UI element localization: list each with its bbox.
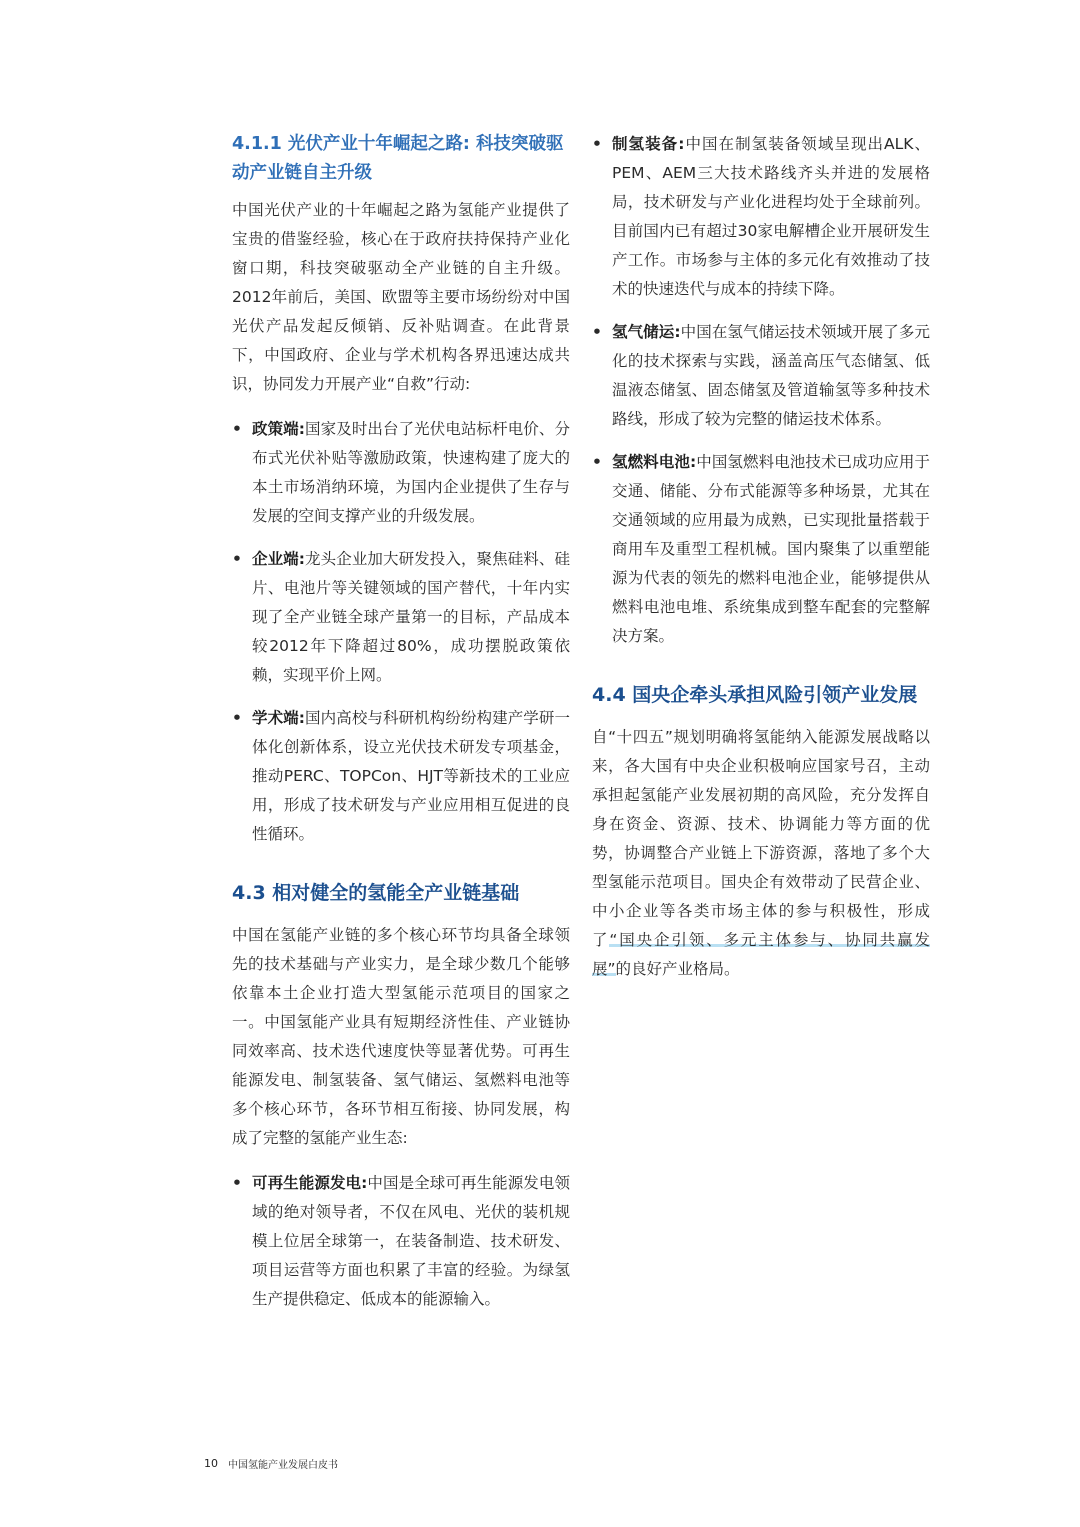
bullet-icon: •	[592, 453, 602, 471]
bullet-text: 中国氢燃料电池技术已成功应用于交通、储能、分布式能源等多种场景，尤其在交通领域的应用最为成熟，已实现批量搭载于商用车及重型工程机械。国内聚集了以重塑能源为代表的领先的燃料电池企业，能够提供从燃料电池电堆、系统集成到整车配套的完整解决方案。	[612, 453, 930, 645]
chain-bullet-list-left	[232, 1169, 570, 1314]
list-item	[592, 448, 930, 651]
bullet-term: 制氢装备:	[612, 135, 685, 153]
bullet-icon: •	[232, 709, 242, 727]
list-item	[232, 415, 570, 531]
section-heading-4-4: 4.4 国央企牵头承担风险引领产业发展	[592, 684, 918, 706]
list-item	[592, 130, 930, 304]
subsection-heading-4-1-1: 4.1.1 光伏产业十年崛起之路: 科技突破驱动产业链自主升级	[232, 134, 564, 183]
pv-bullet-list	[232, 415, 570, 849]
section-heading-4-3: 4.3 相对健全的氢能全产业链基础	[232, 882, 520, 904]
photovoltaic-intro-paragraph: 中国光伏产业的十年崛起之路为氢能产业提供了宝贵的借鉴经验，核心在于政府扶持保持产业化窗口期，科技突破驱动全产业链的自主升级。2012年前后，美国、欧盟等主要市场纷纷对中国光伏产品发起反倾销、反补贴调查。在此背景下，中国政府、企业与学术机构各界迅速达成共识，协同发力开展产业“自救”行动:	[232, 201, 570, 393]
page-footer	[204, 1456, 338, 1471]
list-item	[232, 1169, 570, 1314]
right-column	[592, 130, 930, 984]
bullet-term: 学术端:	[252, 709, 305, 727]
bullet-text: 中国在制氢装备领域呈现出ALK、PEM、AEM三大技术路线齐头并进的发展格局，技术研发与产业化进程均处于全球前列。目前国内已有超过30家电解槽企业开展研发生产工作。市场参与主体的多元化有效推动了技术的快速迭代与成本的持续下降。	[612, 135, 931, 298]
soe-text-before: 自“十四五”规划明确将氢能纳入能源发展战略以来，各大国有中央企业积极响应国家号召，主动承担起氢能产业发展初期的高风险，充分发挥自身在资金、资源、技术、协调能力等方面的优势，协调整合产业链上下游资源，落地了多个大型氢能示范项目。国央企有效带动了民营企业、中小企业等各类市场主体的参与积极性，形成了	[592, 728, 930, 949]
bullet-text: 国内高校与科研机构纷纷构建产学研一体化创新体系，设立光伏技术研发专项基金，推动PERC、TOPCon、HJT等新技术的工业应用，形成了技术研发与产业应用相互促进的良性循环。	[252, 709, 570, 843]
bullet-icon: •	[232, 1174, 242, 1192]
list-item	[232, 704, 570, 849]
list-item	[592, 318, 930, 434]
bullet-icon: •	[232, 420, 242, 438]
highlighted-phrase: “国央企引领、多元主体参与、协同共赢发展”	[592, 931, 930, 978]
bullet-term: 可再生能源发电:	[252, 1174, 368, 1192]
bullet-term: 政策端:	[252, 420, 305, 438]
document-title: 中国氢能产业发展白皮书	[228, 1460, 338, 1471]
page-number: 10	[204, 1457, 218, 1470]
bullet-term: 氢燃料电池:	[612, 453, 697, 471]
bullet-icon: •	[232, 550, 242, 568]
bullet-term: 企业端:	[252, 550, 305, 568]
bullet-text: 中国是全球可再生能源发电领域的绝对领导者，不仅在风电、光伏的装机规模上位居全球第一，在装备制造、技术研发、项目运营等方面也积累了丰富的经验。为绿氢生产提供稳定、低成本的能源输入。	[252, 1174, 570, 1308]
left-column	[232, 130, 570, 1314]
soe-text-after: 的良好产业格局。	[615, 960, 740, 978]
bullet-icon: •	[592, 323, 602, 341]
list-item	[232, 545, 570, 690]
bullet-text: 龙头企业加大研发投入，聚焦硅料、硅片、电池片等关键领域的国产替代，十年内实现了全产业链全球产量第一的目标，产品成本较2012年下降超过80%，成功摆脱政策依赖，实现平价上网。	[252, 550, 570, 684]
bullet-term: 氢气储运:	[612, 323, 681, 341]
bullet-text: 国家及时出台了光伏电站标杆电价、分布式光伏补贴等激励政策，快速构建了庞大的本土市场消纳环境，为国内企业提供了生存与发展的空间支撑产业的升级发展。	[252, 420, 570, 525]
bullet-text: 中国在氢气储运技术领域开展了多元化的技术探索与实践，涵盖高压气态储氢、低温液态储氢、固态储氢及管道输氢等多种技术路线，形成了较为完整的储运技术体系。	[612, 323, 930, 428]
soe-paragraph	[592, 723, 930, 984]
bullet-icon: •	[592, 135, 602, 153]
industry-chain-paragraph: 中国在氢能产业链的多个核心环节均具备全球领先的技术基础与产业实力，是全球少数几个能够依靠本土企业打造大型氢能示范项目的国家之一。中国氢能产业具有短期经济性佳、产业链协同效率高、技术迭代速度快等显著优势。可再生能源发电、制氢装备、氢气储运、氢燃料电池等多个核心环节，各环节相互衔接、协同发展，构成了完整的氢能产业生态:	[232, 926, 570, 1147]
chain-bullet-list-right	[592, 130, 930, 651]
